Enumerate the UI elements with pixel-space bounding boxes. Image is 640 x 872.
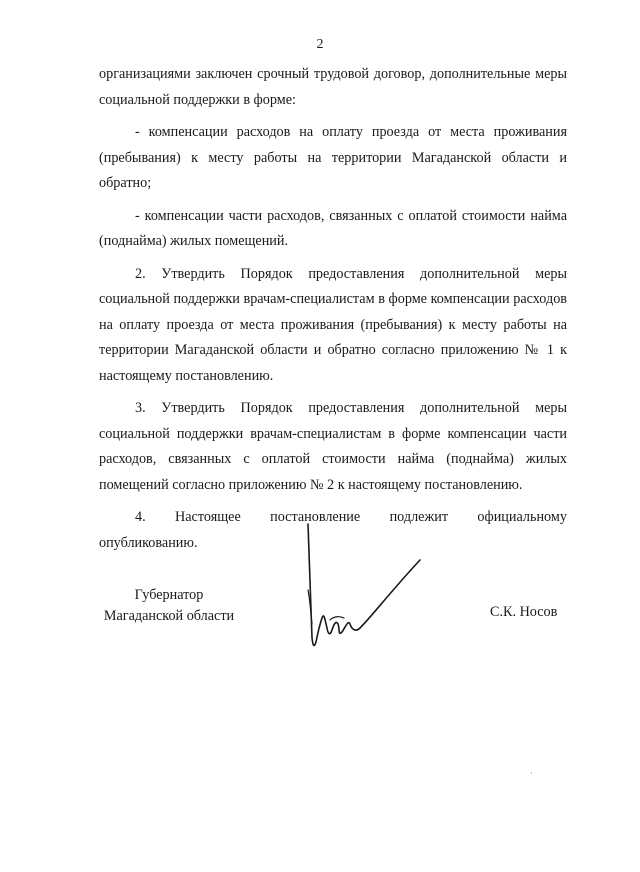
signatory-region: Магаданской области (103, 608, 235, 624)
item-4-word: Настоящее (175, 509, 241, 525)
item-4-word: подлежит (389, 509, 449, 525)
handwritten-signature (300, 520, 430, 660)
paragraph-intro: организациями заключен срочный трудовой договор, дополнительные меры социальной поддержки в форме: (99, 66, 567, 108)
signatory-position: Губернатор (134, 587, 204, 603)
item-4-word: постановление (270, 509, 361, 525)
signatory-title (99, 585, 239, 627)
item-4-number: 4. (135, 509, 146, 525)
paragraph-housing-compensation: - компенсации части расходов, связанных с оплатой стоимости найма (поднайма) жилых помещений. (99, 207, 567, 249)
item-4-continuation: опубликованию. (99, 534, 198, 551)
document-body (99, 62, 567, 556)
paragraph-item-3: 3. Утвердить Порядок предоставления дополнительной меры социальной поддержки врачам-специалистам в форме компенсации части расходов, связанных с оплатой стоимости найма (поднайма) жилых помещений согласно приложению № 2 к настоящему постановлению. (99, 400, 567, 493)
page-number: 2 (316, 37, 324, 52)
paragraph-item-2: 2. Утвердить Порядок предоставления дополнительной меры социальной поддержки врачам-специалистам в форме компенсации расходов на оплату проезда от места проживания (пребывания) к месту работы на территории Магаданской области и обратно согласно приложению № 1 к настоящему постановлению. (99, 265, 567, 384)
paragraph-travel-compensation: - компенсации расходов на оплату проезда от места проживания (пребывания) к месту работы на территории Магаданской области и обратно; (99, 124, 567, 191)
signatory-name: С.К. Носов (490, 604, 558, 620)
item-4-word: официальному (477, 509, 567, 525)
scan-speck (531, 772, 532, 774)
